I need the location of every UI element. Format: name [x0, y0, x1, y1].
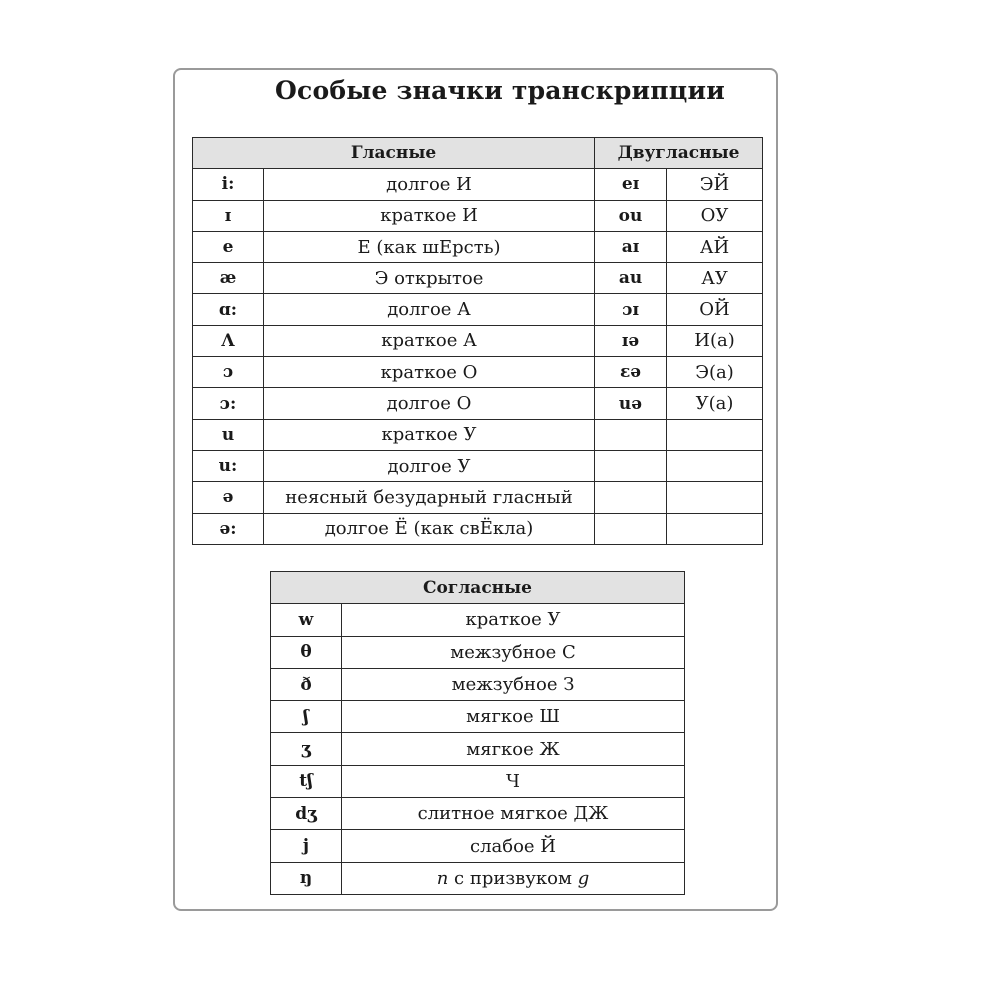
consonant-description: слитное мягкое ДЖ	[342, 798, 685, 830]
diphthong-symbol: eɪ	[595, 169, 667, 200]
italic-letter-g: g	[577, 867, 590, 889]
vowel-symbol: u:	[193, 450, 264, 481]
diphthong-symbol: au	[595, 263, 667, 294]
vowel-symbol: e	[193, 231, 264, 262]
diphthong-description: ОЙ	[667, 294, 763, 325]
consonant-symbol: dʒ	[271, 798, 342, 830]
diphthong-symbol	[595, 482, 667, 513]
diphthong-symbol: aɪ	[595, 231, 667, 262]
table-row	[193, 450, 763, 481]
table-row	[193, 419, 763, 450]
vowels-header: Гласные	[193, 138, 595, 169]
diphthong-description	[667, 482, 763, 513]
diphthong-symbol	[595, 450, 667, 481]
diphthong-description: ЭЙ	[667, 169, 763, 200]
consonant-description: мягкое Ш	[342, 701, 685, 733]
vowel-symbol: ə:	[193, 513, 264, 544]
table-row	[271, 604, 685, 636]
consonant-symbol: ʃ	[271, 701, 342, 733]
table-row	[193, 388, 763, 419]
page-title: Особые значки транскрипции	[275, 76, 725, 105]
diphthong-description: И(а)	[667, 325, 763, 356]
diphthongs-header: Двугласные	[595, 138, 763, 169]
consonant-description: мягкое Ж	[342, 733, 685, 765]
vowel-symbol: ɪ	[193, 200, 264, 231]
table-row	[193, 200, 763, 231]
diphthong-description	[667, 419, 763, 450]
diphthong-symbol: ɛə	[595, 357, 667, 388]
diphthong-description: АУ	[667, 263, 763, 294]
diphthong-symbol	[595, 419, 667, 450]
consonants-header: Согласные	[271, 572, 685, 604]
consonant-symbol: j	[271, 830, 342, 862]
vowel-symbol: ɑ:	[193, 294, 264, 325]
vowel-description: долгое О	[264, 388, 595, 419]
consonants-table	[270, 571, 685, 895]
table-row	[271, 830, 685, 862]
consonant-description: межзубное С	[342, 636, 685, 668]
consonant-description: краткое У	[342, 604, 685, 636]
vowel-description: Е (как шЕрсть)	[264, 231, 595, 262]
consonant-symbol: ʒ	[271, 733, 342, 765]
table-row	[193, 482, 763, 513]
vowel-symbol: u	[193, 419, 264, 450]
table-row	[193, 325, 763, 356]
table-row	[271, 765, 685, 797]
table-row	[271, 701, 685, 733]
diphthong-description	[667, 450, 763, 481]
vowel-description: краткое О	[264, 357, 595, 388]
italic-letter-n: n	[436, 867, 449, 889]
table-row	[193, 513, 763, 544]
table-row	[271, 668, 685, 700]
vowels-table	[192, 137, 763, 545]
consonant-description: межзубное З	[342, 668, 685, 700]
vowel-description: краткое А	[264, 325, 595, 356]
table-row	[271, 733, 685, 765]
vowel-description: долгое А	[264, 294, 595, 325]
table-row	[193, 294, 763, 325]
consonant-symbol: w	[271, 604, 342, 636]
consonant-symbol: tʃ	[271, 765, 342, 797]
table-row	[193, 231, 763, 262]
table-row	[271, 798, 685, 830]
diphthong-symbol: uə	[595, 388, 667, 419]
diphthong-description: У(а)	[667, 388, 763, 419]
table-row	[193, 357, 763, 388]
vowel-symbol: æ	[193, 263, 264, 294]
vowel-symbol: Λ	[193, 325, 264, 356]
consonant-symbol: θ	[271, 636, 342, 668]
consonant-description: слабое Й	[342, 830, 685, 862]
vowel-description: долгое И	[264, 169, 595, 200]
consonant-description	[342, 862, 685, 894]
vowel-symbol: ə	[193, 482, 264, 513]
vowel-description: краткое У	[264, 419, 595, 450]
diphthong-description: АЙ	[667, 231, 763, 262]
vowel-symbol: ɔ	[193, 357, 264, 388]
diphthong-description	[667, 513, 763, 544]
diphthong-description: ОУ	[667, 200, 763, 231]
diphthong-symbol: ɔɪ	[595, 294, 667, 325]
diphthong-symbol: ɪə	[595, 325, 667, 356]
vowel-symbol: ɔ:	[193, 388, 264, 419]
table-row	[193, 263, 763, 294]
description-text: с призвуком	[448, 867, 578, 889]
vowel-description: краткое И	[264, 200, 595, 231]
table-row	[271, 636, 685, 668]
diphthong-description: Э(а)	[667, 357, 763, 388]
vowel-description: неясный безударный гласный	[264, 482, 595, 513]
vowel-description: долгое У	[264, 450, 595, 481]
consonant-symbol: ð	[271, 668, 342, 700]
table-row	[193, 169, 763, 200]
vowel-symbol: i:	[193, 169, 264, 200]
diphthong-symbol: ou	[595, 200, 667, 231]
consonant-description: Ч	[342, 765, 685, 797]
table-row	[271, 862, 685, 894]
vowel-description: Э открытое	[264, 263, 595, 294]
consonant-symbol: ŋ	[271, 862, 342, 894]
vowel-description: долгое Ё (как свЁкла)	[264, 513, 595, 544]
diphthong-symbol	[595, 513, 667, 544]
